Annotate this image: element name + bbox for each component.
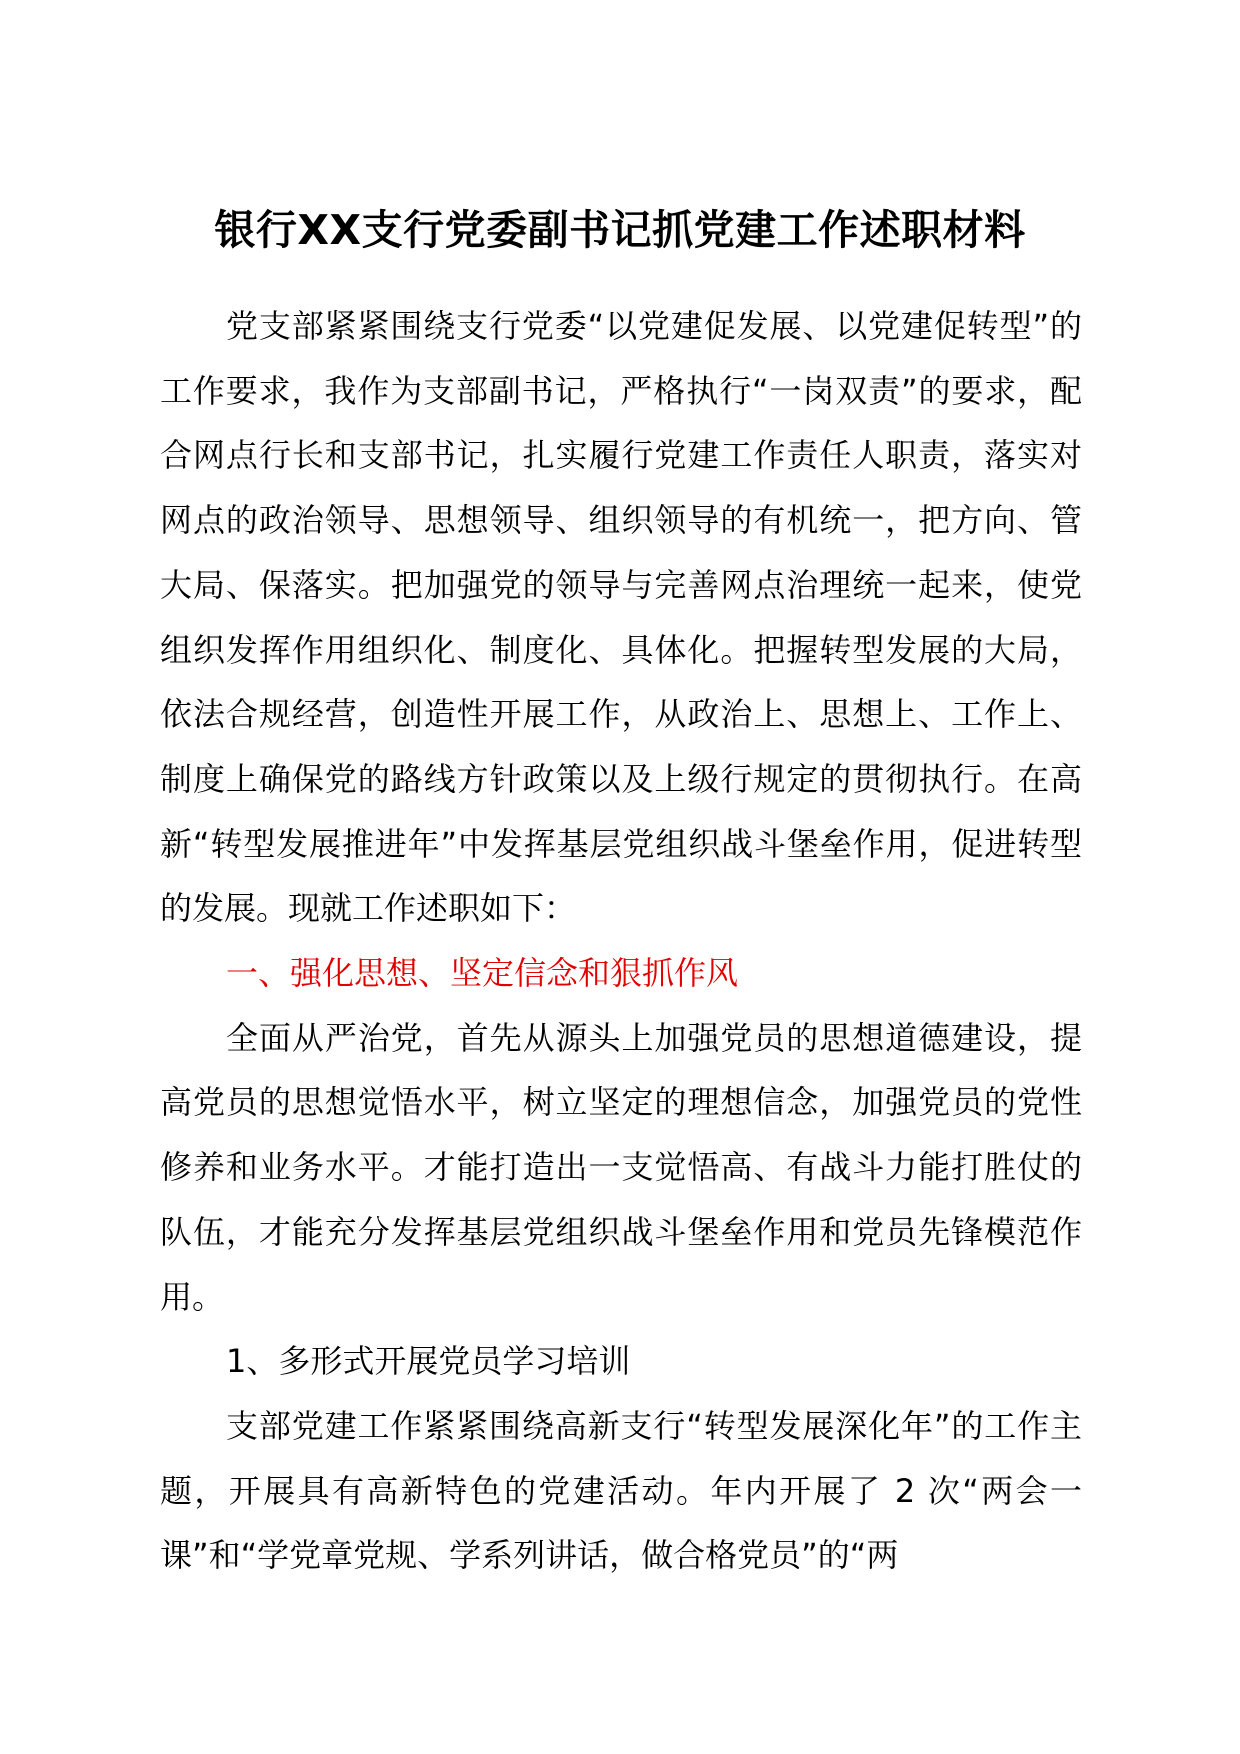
section-heading-1: 一、强化思想、坚定信念和狠抓作风 (226, 954, 739, 993)
intro-paragraph: 党支部紧紧围绕支行党委“以党建促发展、以党建促转型”的工作要求，我作为支部副书记，严格执行“一岗双责”的要求，配合网点行长和支部书记，扎实履行党建工作责任人职责，落实对网点的政治领导、思想领导、组织领导的有机统一，把方向、管大局、保落实。把加强党的领导与完善网点治理统一起来，使党组织发挥作用组织化、制度化、具体化。把握转型发展的大局，依法合规经营，创造性开展工作，从政治上、思想上、工作上、制度上确保党的路线方针政策以及上级行规定的贯彻执行。在高新“转型发展推进年”中发挥基层党组织战斗堡垒作用，促进转型的发展。现就工作述职如下： (160, 307, 1082, 928)
document-body (160, 294, 1082, 1588)
subsection-1-paragraph: 支部党建工作紧紧围绕高新支行“转型发展深化年”的工作主题，开展具有高新特色的党建活动。年内开展了 2 次“两会一课”和“学党章党规、学系列讲话，做合格党员”的“两 (160, 1406, 1082, 1575)
section-1-paragraph: 全面从严治党，首先从源头上加强党员的思想道德建设，提高党员的思想觉悟水平，树立坚定的理想信念，加强党员的党性修养和业务水平。才能打造出一支觉悟高、有战斗力能打胜仗的队伍，才能充分发挥基层党组织战斗堡垒作用和党员先锋模范作用。 (160, 1018, 1082, 1316)
document-title: 银行XX支行党委副书记抓党建工作述职材料 (214, 206, 1026, 254)
subsection-heading-1: 1、多形式开展党员学习培训 (226, 1342, 631, 1381)
